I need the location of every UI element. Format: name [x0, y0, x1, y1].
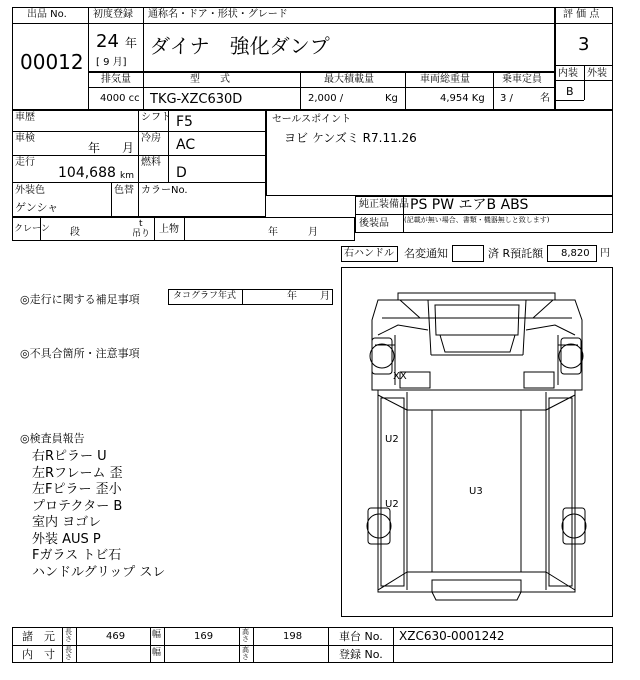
damage-mark: U2: [385, 434, 399, 445]
height-label: 高さ: [242, 646, 249, 661]
inspector-item: 右Rピラー U: [32, 449, 107, 464]
width-label: 幅: [152, 630, 162, 640]
length-label: 長さ: [65, 628, 72, 643]
reg-label: 登録 No.: [339, 648, 383, 661]
mileage-value: 104,688: [58, 165, 116, 181]
displacement-value: 4000 cc: [100, 93, 140, 104]
name-change-label: 名変通知: [404, 247, 448, 260]
equipment-label: 純正装備品: [359, 199, 409, 210]
inspection-year: 年: [88, 141, 101, 155]
inspector-item: 外装 AUS P: [32, 531, 101, 547]
height-label: 高さ: [242, 628, 249, 643]
max-load-value: 2,000 /: [308, 93, 344, 104]
inspection-month: 月: [122, 141, 135, 155]
dims-label: 諸 元: [22, 630, 55, 643]
mileage-label: 走行: [15, 157, 35, 168]
mileage-unit: km: [120, 171, 134, 181]
mount-month: 月: [308, 227, 318, 238]
width-label: 幅: [152, 648, 162, 658]
tachograph-label: タコグラフ年式: [173, 291, 237, 301]
equipment-value: PS PW エアB ABS: [410, 197, 529, 213]
driving-notes-label: ◎走行に関する補足事項: [20, 293, 140, 306]
inspector-item: ハンドルグリップ スレ: [32, 564, 166, 580]
inspection-label: 車検: [15, 133, 35, 144]
crane-stage: 段: [70, 227, 80, 238]
height-value: 198: [283, 631, 303, 642]
mount-label: 上物: [159, 224, 179, 235]
car-name: ダイナ 強化ダンプ: [150, 34, 330, 58]
model-label: 型 式: [190, 74, 230, 85]
reg-year-unit: 年: [125, 36, 138, 50]
retrofit-note: (記載が無い場合、書類・機器無しと致します): [404, 216, 550, 224]
chassis-value: XZC630-0001242: [399, 629, 505, 643]
reg-year: 24: [96, 31, 119, 52]
damage-mark: XX: [393, 371, 407, 382]
capacity-unit: 名: [540, 93, 550, 104]
shift-label: シフト: [141, 112, 171, 123]
max-load-label: 最大積載量: [324, 74, 374, 85]
lot-number: 00012: [20, 50, 84, 74]
inspector-item: 室内 ヨゴレ: [32, 515, 102, 530]
recycle-amount: 8,820: [561, 248, 590, 259]
history-label: 車歴: [15, 112, 35, 123]
color-value: ゲンシャ: [15, 201, 59, 214]
inspector-label: ◎検査員報告: [20, 432, 85, 445]
interior-dims-label: 内 寸: [22, 648, 55, 661]
width-value: 169: [194, 631, 214, 642]
sales-label: セールスポイント: [272, 114, 352, 125]
shift-value: F5: [176, 114, 193, 130]
reg-month: [ 9 月]: [96, 57, 127, 68]
recycle-unit: 円: [600, 248, 610, 259]
max-load-unit: Kg: [385, 93, 398, 104]
first-reg-label: 初度登録: [93, 9, 133, 20]
steering-value: 右ハンドル: [344, 248, 394, 259]
inspector-item: 左Rフレーム 歪: [32, 465, 123, 481]
crane-label: クレーン: [14, 224, 50, 234]
ac-label: 冷房: [141, 133, 161, 144]
fuel-label: 燃料: [141, 157, 161, 168]
interior-label: 内装: [558, 68, 578, 79]
mount-year: 年: [268, 227, 278, 238]
color-no-label: カラーNo.: [141, 185, 188, 196]
name-label: 通称名・ドア・形状・グレード: [148, 9, 288, 20]
score-label: 評 価 点: [563, 9, 600, 20]
tachograph-year: 年: [287, 291, 297, 302]
retrofit-label: 後装品: [359, 218, 389, 229]
capacity-value: 3 /: [500, 93, 513, 104]
sales-text: ヨビ ケンズミ R7.11.26: [284, 131, 417, 145]
fuel-value: D: [176, 165, 187, 181]
lot-label: 出品 No.: [27, 9, 67, 20]
exterior-label: 外装: [587, 68, 607, 79]
gross-weight-label: 車両総重量: [420, 74, 470, 85]
color-code-label: 色替: [114, 185, 134, 196]
color-label: 外装色: [15, 185, 45, 196]
tachograph-month: 月: [320, 291, 330, 302]
chassis-label: 車台 No.: [339, 630, 383, 643]
inspector-item: 左Fピラー 歪小: [32, 482, 122, 497]
length-value: 469: [106, 631, 126, 642]
length-label: 長さ: [65, 646, 72, 661]
crane-ton: t: [139, 219, 143, 229]
capacity-label: 乗車定員: [502, 74, 542, 85]
interior-grade: B: [566, 85, 574, 98]
damage-mark: U2: [385, 499, 399, 510]
damage-mark: U3: [469, 486, 483, 497]
gross-weight-value: 4,954 Kg: [440, 93, 485, 104]
score-value: 3: [578, 34, 590, 55]
inspector-item: プロテクター B: [32, 498, 123, 514]
inspector-item: Fガラス トビ石: [32, 548, 122, 563]
recycle-label: 済 R預託額: [488, 247, 544, 260]
crane-hang: 吊り: [132, 229, 151, 239]
model-value: TKG-XZC630D: [150, 92, 243, 107]
defects-label: ◎不具合箇所・注意事項: [20, 347, 140, 360]
displacement-label: 排気量: [101, 74, 131, 85]
ac-value: AC: [176, 137, 196, 153]
